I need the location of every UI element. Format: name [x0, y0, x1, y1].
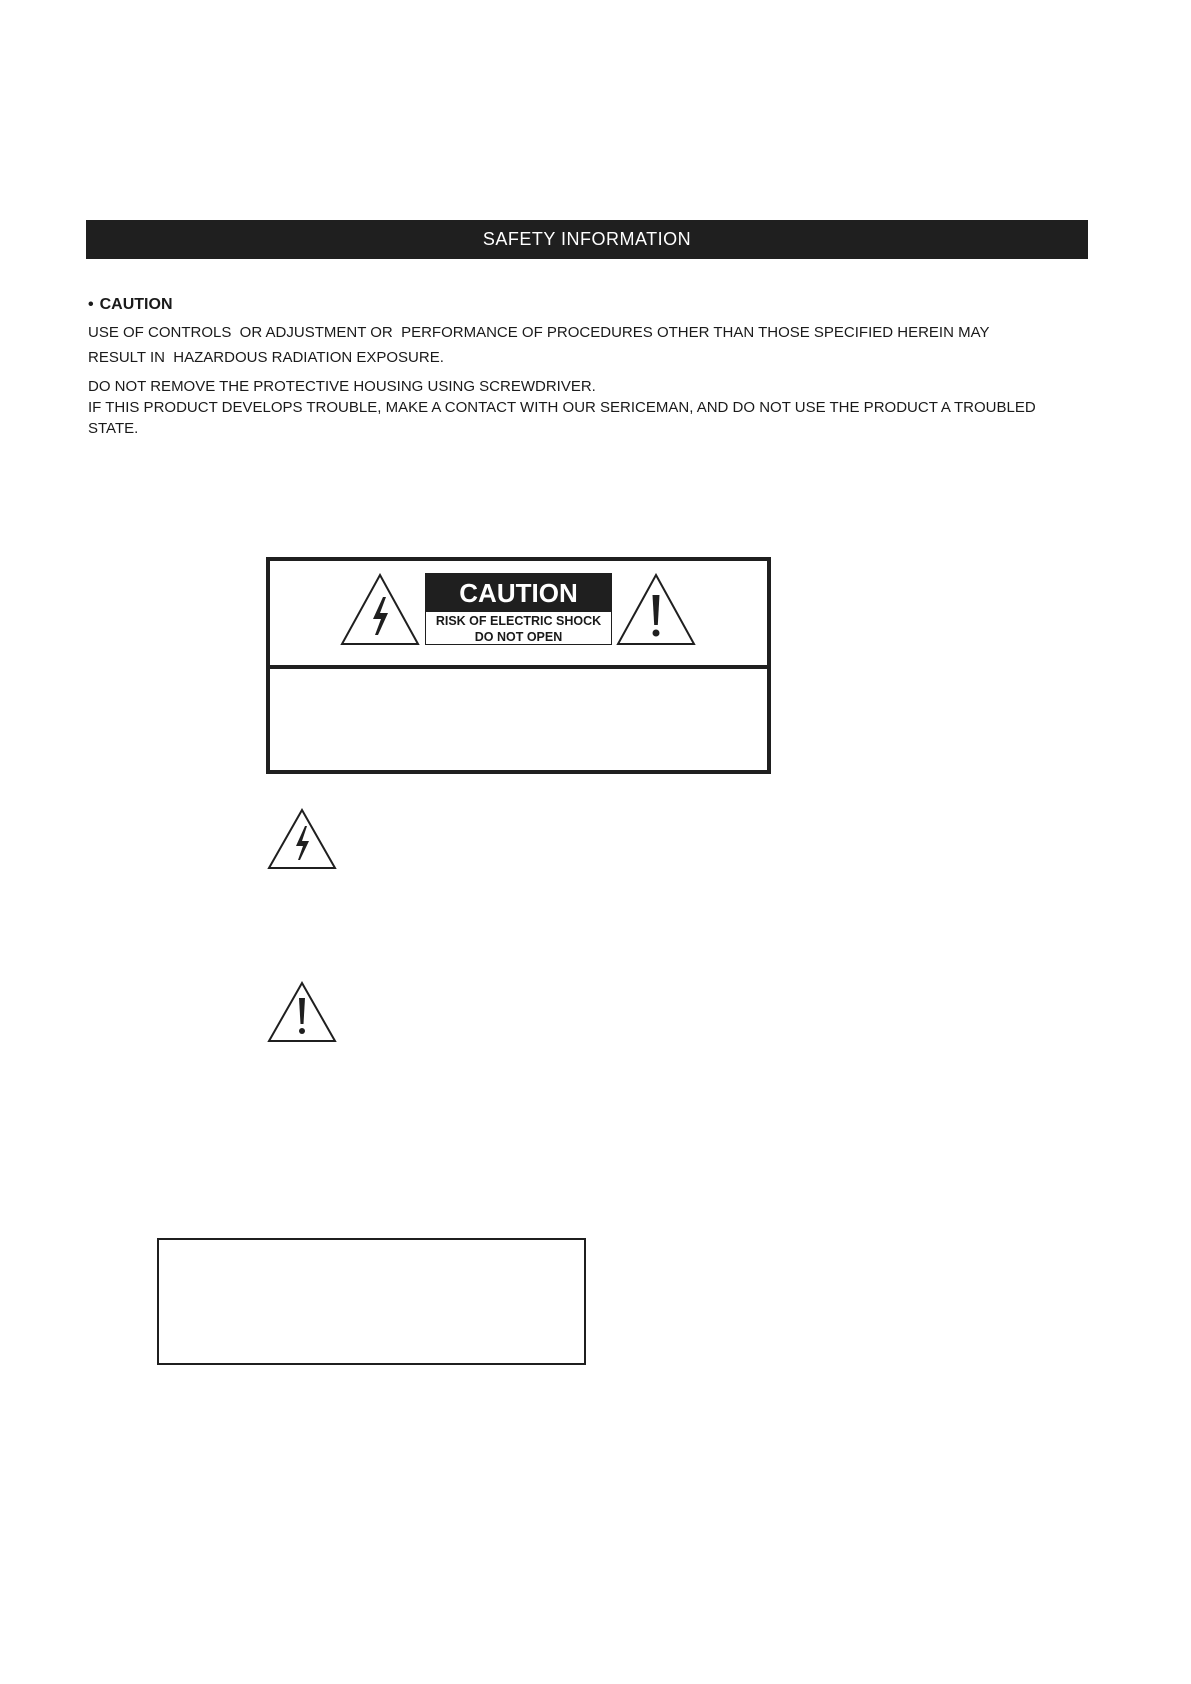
label-divider [270, 665, 767, 669]
caution-sticker-line-2: DO NOT OPEN [474, 630, 563, 644]
caution-sticker-title: CAUTION [426, 574, 611, 612]
blank-notice-box [157, 1238, 586, 1365]
caution-paragraph-3-line-1: IF THIS PRODUCT DEVELOPS TROUBLE, MAKE A CONTACT WITH OUR SERICEMAN, AND DO NOT USE THE PRODUCT A TROUBLED [88, 399, 1036, 416]
section-header [86, 220, 1088, 259]
caution-paragraph-1-line-1: USE OF CONTROLS OR ADJUSTMENT OR PERFORMANCE OF PROCEDURES OTHER THAN THOSE SPECIFIED HEREIN MAY [88, 324, 990, 341]
caution-sticker-line-1: RISK OF ELECTRIC SHOCK [435, 614, 602, 628]
caution-paragraph-3-line-2: STATE. [88, 420, 139, 437]
exclamation-warning-icon [616, 573, 696, 646]
section-title: SAFETY INFORMATION [482, 229, 692, 249]
warning-label [266, 557, 771, 774]
exclamation-warning-icon [267, 981, 337, 1043]
caution-paragraph-2: DO NOT REMOVE THE PROTECTIVE HOUSING USING SCREWDRIVER. [88, 378, 596, 395]
caution-paragraph-1-line-2: RESULT IN HAZARDOUS RADIATION EXPOSURE. [88, 349, 444, 366]
bullet: • [88, 296, 94, 313]
caution-section [88, 295, 1088, 439]
caution-heading [88, 295, 1088, 315]
caution-heading-text: CAUTION [99, 296, 173, 313]
lightning-warning-icon [340, 573, 420, 646]
caution-sticker [425, 573, 612, 645]
lightning-warning-icon [267, 808, 337, 870]
